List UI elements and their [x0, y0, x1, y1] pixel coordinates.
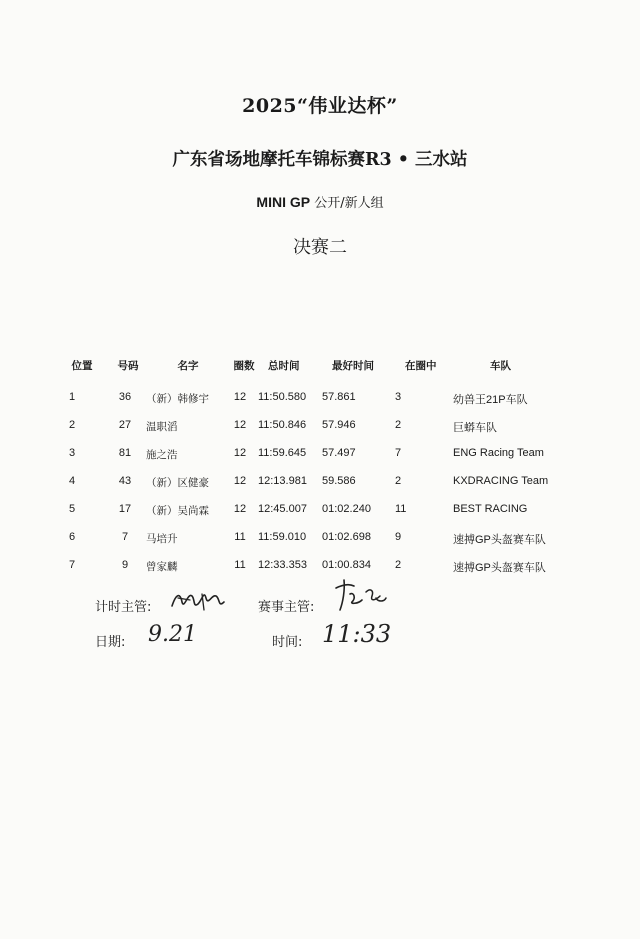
class-name-en: MINI GP: [256, 194, 311, 210]
cell-position: 3: [68, 447, 76, 459]
cell-total-time: 12:45.007: [258, 503, 307, 515]
cell-team: 速搏GP头盔赛车队: [453, 534, 546, 546]
cell-team: 巨蟒车队: [453, 422, 497, 434]
header-number: 号码: [117, 360, 139, 372]
cell-in-lap: 7: [395, 447, 402, 459]
cell-number: 9: [121, 559, 129, 571]
cell-total-time: 12:13.981: [258, 475, 307, 487]
cell-in-lap: 3: [395, 391, 402, 403]
cell-laps: 12: [233, 447, 247, 459]
cell-total-time: 11:50.846: [258, 419, 307, 431]
table-row: [0, 501, 640, 521]
cell-position: 7: [68, 559, 76, 571]
cell-name: （新）区健豪: [146, 477, 209, 489]
cell-laps: 11: [234, 531, 246, 543]
table-row: [0, 473, 640, 493]
table-header: [0, 356, 640, 376]
cell-total-time: 11:50.580: [258, 391, 307, 403]
cell-name: 温职滔: [146, 421, 178, 433]
table-row: [0, 417, 640, 437]
cell-position: 2: [68, 419, 76, 431]
header-team: 车队: [490, 360, 511, 372]
timing-chief-label: 计时主管:: [95, 600, 152, 615]
class-subtitle: [0, 192, 640, 211]
cell-name: 曾家麟: [146, 561, 178, 573]
race-director-signature: [330, 576, 392, 616]
cell-name: 施之浩: [146, 449, 178, 461]
cell-best-time: 57.861: [322, 391, 356, 403]
cell-number: 43: [118, 475, 132, 487]
championship-title: 广东省场地摩托车锦标赛R3 • 三水站: [172, 150, 468, 170]
cell-position: 6: [68, 531, 76, 543]
date-label: 日期:: [95, 635, 126, 650]
table-row: [0, 389, 640, 409]
cell-laps: 12: [233, 419, 247, 431]
header-position: 位置: [71, 360, 93, 372]
header-in-lap: 在圈中: [405, 360, 437, 372]
cell-total-time: 12:33.353: [258, 559, 307, 571]
cell-team: KXDRACING Team: [453, 475, 549, 487]
round-title: 决赛二: [293, 237, 347, 258]
cell-best-time: 57.497: [322, 447, 356, 459]
cell-best-time: 57.946: [322, 419, 356, 431]
time-label: 时间:: [272, 635, 303, 650]
cell-number: 17: [118, 503, 132, 515]
header-best-time: 最好时间: [332, 360, 374, 372]
cell-position: 5: [68, 503, 76, 515]
cell-name: （新）吴尚霖: [146, 505, 209, 517]
cell-number: 7: [121, 531, 129, 543]
cell-team: BEST RACING: [453, 503, 528, 515]
cell-in-lap: 2: [395, 419, 402, 431]
cell-team: ENG Racing Team: [453, 447, 544, 459]
cell-laps: 11: [234, 559, 246, 571]
cell-in-lap: 2: [395, 475, 402, 487]
header-laps: 圈数: [233, 360, 255, 372]
cell-name: 马培升: [146, 533, 178, 545]
table-row: [0, 445, 640, 465]
cell-team: 幼兽王21P车队: [453, 394, 528, 406]
cell-best-time: 01:00.834: [322, 559, 371, 571]
cell-total-time: 11:59.645: [258, 447, 307, 459]
header-total-time: 总时间: [268, 360, 300, 372]
class-name-cn: 公开/新人组: [310, 196, 384, 211]
cell-number: 36: [118, 391, 132, 403]
cell-best-time: 59.586: [322, 475, 356, 487]
timing-chief-signature: [168, 584, 230, 618]
cell-best-time: 01:02.240: [322, 503, 371, 515]
cell-in-lap: 11: [395, 503, 407, 515]
header-name: 名字: [177, 360, 199, 372]
date-value: 9.21: [148, 622, 197, 647]
time-value: 11:33: [322, 620, 392, 648]
cell-name: （新）韩修宇: [146, 393, 209, 405]
cell-laps: 12: [233, 475, 247, 487]
event-title: 2025“伟业达杯”: [242, 95, 398, 117]
table-row: [0, 557, 640, 577]
cell-position: 1: [68, 391, 76, 403]
cell-in-lap: 2: [395, 559, 402, 571]
cell-team: 速搏GP头盔赛车队: [453, 562, 546, 574]
cell-laps: 12: [233, 391, 247, 403]
cell-number: 27: [118, 419, 132, 431]
cell-total-time: 11:59.010: [258, 531, 307, 543]
cell-number: 81: [118, 447, 132, 459]
table-row: [0, 529, 640, 549]
cell-position: 4: [68, 475, 76, 487]
race-director-label: 赛事主管:: [258, 600, 315, 615]
cell-laps: 12: [233, 503, 247, 515]
cell-in-lap: 9: [395, 531, 402, 543]
cell-best-time: 01:02.698: [322, 531, 371, 543]
